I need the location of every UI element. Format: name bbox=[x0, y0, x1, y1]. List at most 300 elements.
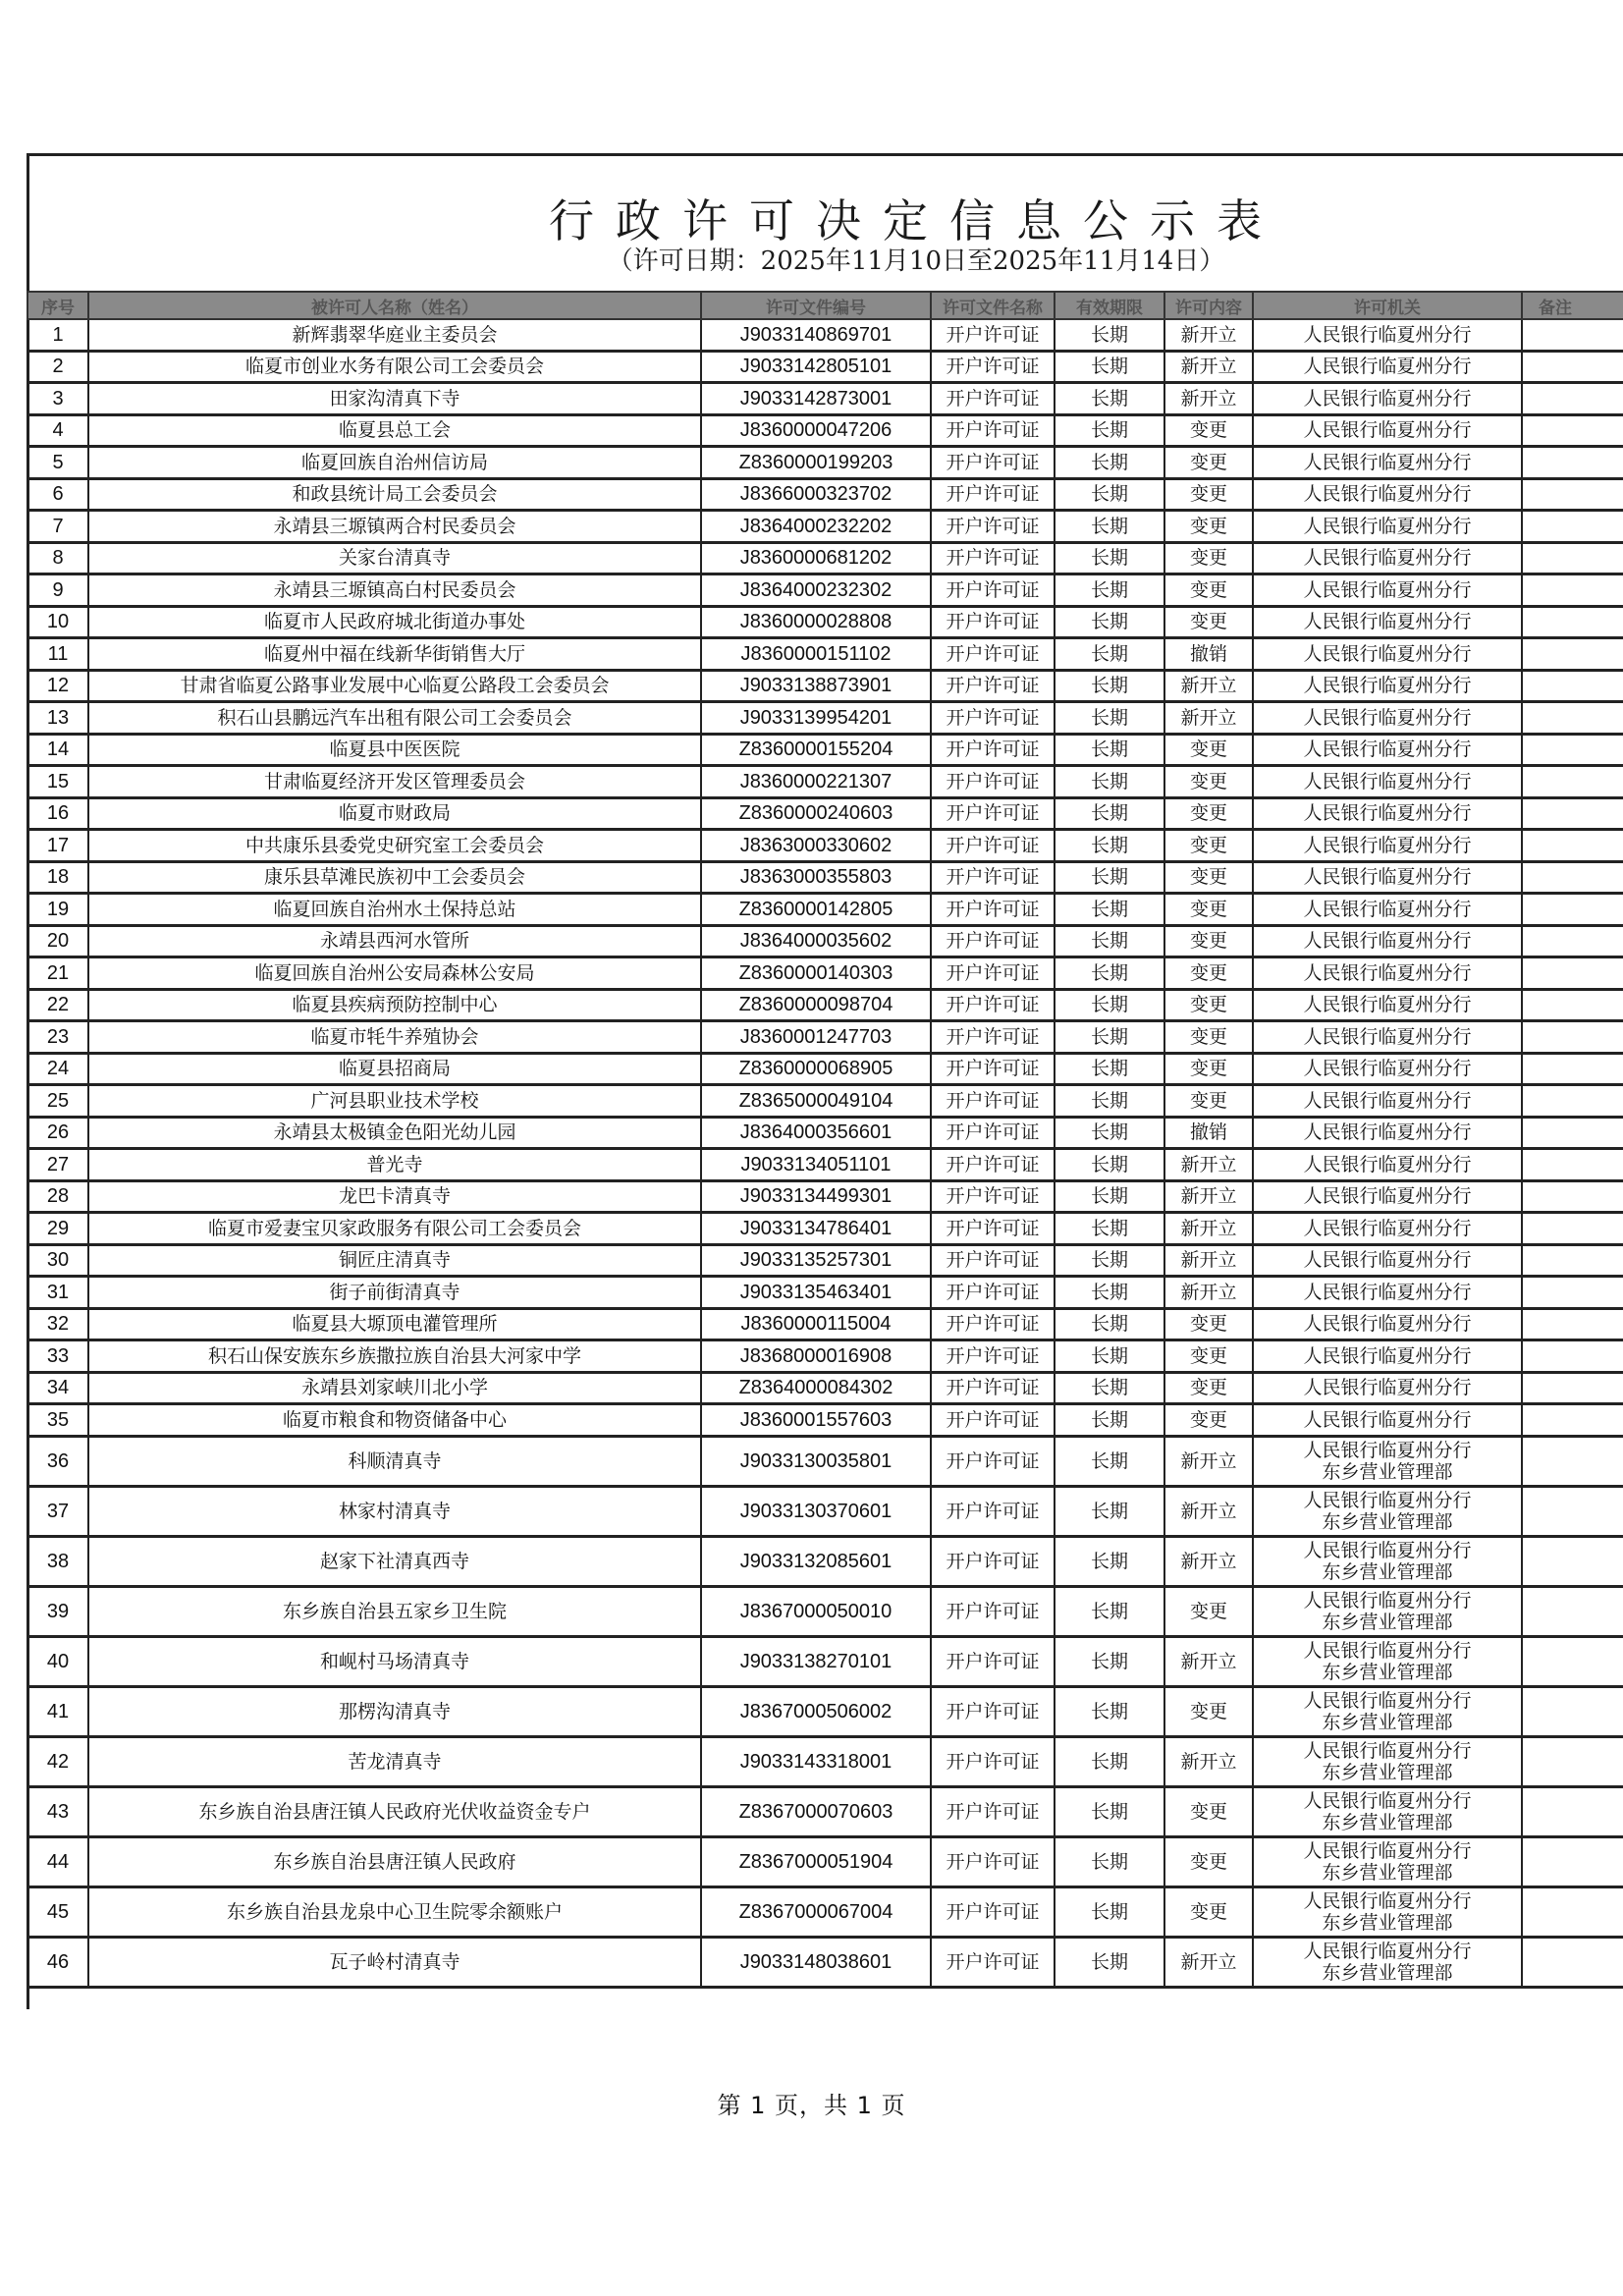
cell-term: 长期 bbox=[1055, 830, 1164, 862]
table-row bbox=[27, 989, 1623, 1021]
authority-line: 人民银行临夏州分行 bbox=[1303, 1689, 1472, 1712]
cell-term: 长期 bbox=[1055, 1277, 1164, 1309]
cell-doc: 开户许可证 bbox=[931, 797, 1055, 830]
cell-code: Z8360000068905 bbox=[701, 1053, 931, 1085]
cell-term: 长期 bbox=[1055, 1636, 1164, 1686]
cell-no: 43 bbox=[27, 1786, 88, 1836]
cell-doc: 开户许可证 bbox=[931, 957, 1055, 990]
cell-doc: 开户许可证 bbox=[931, 1308, 1055, 1340]
cell-content: 变更 bbox=[1164, 1686, 1253, 1736]
cell-doc: 开户许可证 bbox=[931, 351, 1055, 383]
cell-term: 长期 bbox=[1055, 1536, 1164, 1586]
cell-content: 新开立 bbox=[1164, 1213, 1253, 1245]
cell-no: 8 bbox=[27, 542, 88, 574]
cell-name: 普光寺 bbox=[88, 1149, 701, 1181]
cell-code: J9033130035801 bbox=[701, 1436, 931, 1486]
cell-term: 长期 bbox=[1055, 894, 1164, 926]
cell-authority bbox=[1253, 1786, 1522, 1836]
cell-code: J9033148038601 bbox=[701, 1937, 931, 1987]
cell-authority bbox=[1253, 606, 1522, 638]
cell-code: J8360000115004 bbox=[701, 1308, 931, 1340]
cell-no: 4 bbox=[27, 414, 88, 447]
authority-line: 人民银行临夏州分行 bbox=[1303, 419, 1472, 442]
cell-authority bbox=[1253, 447, 1522, 479]
cell-content: 新开立 bbox=[1164, 1277, 1253, 1309]
cell-name: 临夏县疾病预防控制中心 bbox=[88, 989, 701, 1021]
authority-line: 人民银行临夏州分行 bbox=[1303, 1589, 1472, 1612]
authority-subline: 东乡营业管理部 bbox=[1322, 1811, 1453, 1833]
cell-name: 铜匠庄清真寺 bbox=[88, 1244, 701, 1277]
table-row bbox=[27, 797, 1623, 830]
cell-content: 变更 bbox=[1164, 447, 1253, 479]
authority-line: 人民银行临夏州分行 bbox=[1303, 642, 1472, 665]
cell-authority bbox=[1253, 830, 1522, 862]
cell-content: 变更 bbox=[1164, 1340, 1253, 1373]
cell-name: 和政县统计局工会委员会 bbox=[88, 478, 701, 511]
cell-name: 积石山县鹏远汽车出租有限公司工会委员会 bbox=[88, 702, 701, 735]
cell-code: J8367000050010 bbox=[701, 1586, 931, 1636]
cell-term: 长期 bbox=[1055, 1244, 1164, 1277]
cell-content: 新开立 bbox=[1164, 1436, 1253, 1486]
cell-remark bbox=[1522, 1686, 1623, 1736]
authority-line: 人民银行临夏州分行 bbox=[1303, 1344, 1472, 1367]
cell-name: 东乡族自治县唐汪镇人民政府光伏收益资金专户 bbox=[88, 1786, 701, 1836]
cell-content: 新开立 bbox=[1164, 1736, 1253, 1786]
authority-line: 人民银行临夏州分行 bbox=[1303, 355, 1472, 378]
table-row bbox=[27, 351, 1623, 383]
cell-authority bbox=[1253, 1085, 1522, 1118]
cell-doc: 开户许可证 bbox=[931, 1886, 1055, 1937]
authority-line: 人民银行临夏州分行 bbox=[1303, 1313, 1472, 1336]
cell-term: 长期 bbox=[1055, 1053, 1164, 1085]
table-row bbox=[27, 861, 1623, 894]
authority-line: 人民银行临夏州分行 bbox=[1303, 1639, 1472, 1662]
table-row bbox=[27, 574, 1623, 607]
cell-authority bbox=[1253, 1536, 1522, 1586]
cell-doc: 开户许可证 bbox=[931, 734, 1055, 766]
authority-line: 人民银行临夏州分行 bbox=[1303, 1185, 1472, 1208]
table-row bbox=[27, 1340, 1623, 1373]
cell-term: 长期 bbox=[1055, 1180, 1164, 1213]
cell-doc: 开户许可证 bbox=[931, 1786, 1055, 1836]
cell-term: 长期 bbox=[1055, 1308, 1164, 1340]
cell-term: 长期 bbox=[1055, 702, 1164, 735]
cell-no: 14 bbox=[27, 734, 88, 766]
table-row bbox=[27, 1213, 1623, 1245]
authority-line: 人民银行临夏州分行 bbox=[1303, 578, 1472, 601]
cell-authority bbox=[1253, 542, 1522, 574]
table-row bbox=[27, 1308, 1623, 1340]
cell-term: 长期 bbox=[1055, 989, 1164, 1021]
authority-line: 人民银行临夏州分行 bbox=[1303, 1889, 1472, 1912]
table-row bbox=[27, 1372, 1623, 1404]
cell-remark bbox=[1522, 1736, 1623, 1786]
cell-authority bbox=[1253, 1340, 1522, 1373]
authority-line: 人民银行临夏州分行 bbox=[1303, 1408, 1472, 1431]
cell-term: 长期 bbox=[1055, 1786, 1164, 1836]
cell-remark bbox=[1522, 1536, 1623, 1586]
cell-no: 44 bbox=[27, 1836, 88, 1886]
authority-line: 人民银行临夏州分行 bbox=[1303, 323, 1472, 346]
cell-authority bbox=[1253, 957, 1522, 990]
cell-authority bbox=[1253, 1886, 1522, 1937]
cell-doc: 开户许可证 bbox=[931, 1486, 1055, 1536]
cell-remark bbox=[1522, 1085, 1623, 1118]
table-row bbox=[27, 542, 1623, 574]
cell-authority bbox=[1253, 1149, 1522, 1181]
cell-no: 13 bbox=[27, 702, 88, 735]
cell-term: 长期 bbox=[1055, 670, 1164, 702]
cell-name: 街子前街清真寺 bbox=[88, 1277, 701, 1309]
cell-name: 新辉翡翠华庭业主委员会 bbox=[88, 319, 701, 351]
table-row bbox=[27, 1021, 1623, 1054]
cell-doc: 开户许可证 bbox=[931, 1213, 1055, 1245]
cell-name: 龙巴卡清真寺 bbox=[88, 1180, 701, 1213]
table-row bbox=[27, 1404, 1623, 1437]
cell-name: 临夏市爱妻宝贝家政服务有限公司工会委员会 bbox=[88, 1213, 701, 1245]
table-row bbox=[27, 447, 1623, 479]
cell-term: 长期 bbox=[1055, 1372, 1164, 1404]
authority-line: 人民银行临夏州分行 bbox=[1303, 802, 1472, 825]
cell-no: 10 bbox=[27, 606, 88, 638]
cell-no: 18 bbox=[27, 861, 88, 894]
cell-name: 林家村清真寺 bbox=[88, 1486, 701, 1536]
table-row bbox=[27, 1277, 1623, 1309]
table-row bbox=[27, 383, 1623, 415]
cell-no: 34 bbox=[27, 1372, 88, 1404]
authority-line: 人民银行临夏州分行 bbox=[1303, 930, 1472, 953]
cell-doc: 开户许可证 bbox=[931, 1836, 1055, 1886]
page-title: 行政许可决定信息公示表 bbox=[549, 194, 1283, 247]
cell-term: 长期 bbox=[1055, 766, 1164, 798]
cell-doc: 开户许可证 bbox=[931, 606, 1055, 638]
cell-authority bbox=[1253, 1686, 1522, 1736]
cell-content: 撤销 bbox=[1164, 1117, 1253, 1149]
cell-doc: 开户许可证 bbox=[931, 1404, 1055, 1437]
cell-remark bbox=[1522, 670, 1623, 702]
cell-remark bbox=[1522, 351, 1623, 383]
cell-name: 永靖县三塬镇两合村民委员会 bbox=[88, 511, 701, 543]
authority-subline: 东乡营业管理部 bbox=[1322, 1961, 1453, 1984]
cell-name: 临夏市人民政府城北街道办事处 bbox=[88, 606, 701, 638]
cell-remark bbox=[1522, 447, 1623, 479]
authority-subline: 东乡营业管理部 bbox=[1322, 1560, 1453, 1583]
cell-content: 变更 bbox=[1164, 1886, 1253, 1937]
cell-content: 变更 bbox=[1164, 1586, 1253, 1636]
table-row bbox=[27, 1686, 1623, 1736]
table-row bbox=[27, 957, 1623, 990]
cell-name: 临夏回族自治州信访局 bbox=[88, 447, 701, 479]
table-row bbox=[27, 1436, 1623, 1486]
table-row bbox=[27, 414, 1623, 447]
cell-no: 33 bbox=[27, 1340, 88, 1373]
cell-content: 变更 bbox=[1164, 1085, 1253, 1118]
cell-remark bbox=[1522, 830, 1623, 862]
cell-code: J8360000681202 bbox=[701, 542, 931, 574]
cell-name: 赵家下社清真西寺 bbox=[88, 1536, 701, 1586]
cell-remark bbox=[1522, 1786, 1623, 1836]
cell-no: 9 bbox=[27, 574, 88, 607]
cell-remark bbox=[1522, 766, 1623, 798]
cell-no: 15 bbox=[27, 766, 88, 798]
cell-content: 变更 bbox=[1164, 989, 1253, 1021]
cell-doc: 开户许可证 bbox=[931, 1021, 1055, 1054]
cell-code: J8364000232202 bbox=[701, 511, 931, 543]
table-row bbox=[27, 1180, 1623, 1213]
cell-name: 康乐县草滩民族初中工会委员会 bbox=[88, 861, 701, 894]
authority-line: 人民银行临夏州分行 bbox=[1303, 1217, 1472, 1239]
cell-name: 积石山保安族东乡族撒拉族自治县大河家中学 bbox=[88, 1340, 701, 1373]
cell-term: 长期 bbox=[1055, 1736, 1164, 1786]
cell-authority bbox=[1253, 1117, 1522, 1149]
authority-line: 人民银行临夏州分行 bbox=[1303, 483, 1472, 506]
cell-doc: 开户许可证 bbox=[931, 670, 1055, 702]
cell-authority bbox=[1253, 638, 1522, 671]
cell-term: 长期 bbox=[1055, 383, 1164, 415]
authority-subline: 东乡营业管理部 bbox=[1322, 1611, 1453, 1633]
authority-line: 人民银行临夏州分行 bbox=[1303, 1739, 1472, 1762]
cell-code: Z8367000067004 bbox=[701, 1886, 931, 1937]
cell-no: 1 bbox=[27, 319, 88, 351]
cell-content: 变更 bbox=[1164, 606, 1253, 638]
cell-remark bbox=[1522, 1021, 1623, 1054]
cell-code: J9033134786401 bbox=[701, 1213, 931, 1245]
page-subtitle: （许可日期：2025年11月10日至2025年11月14日） bbox=[607, 246, 1225, 276]
cell-content: 新开立 bbox=[1164, 319, 1253, 351]
cell-term: 长期 bbox=[1055, 1213, 1164, 1245]
cell-code: J8363000355803 bbox=[701, 861, 931, 894]
cell-content: 新开立 bbox=[1164, 1244, 1253, 1277]
authority-line: 人民银行临夏州分行 bbox=[1303, 961, 1472, 984]
authority-line: 人民银行临夏州分行 bbox=[1303, 1121, 1472, 1144]
cell-term: 长期 bbox=[1055, 1404, 1164, 1437]
cell-remark bbox=[1522, 1372, 1623, 1404]
header-content: 许可内容 bbox=[1164, 292, 1253, 319]
cell-name: 临夏市粮食和物资储备中心 bbox=[88, 1404, 701, 1437]
cell-doc: 开户许可证 bbox=[931, 1536, 1055, 1586]
cell-doc: 开户许可证 bbox=[931, 1736, 1055, 1786]
cell-content: 变更 bbox=[1164, 574, 1253, 607]
cell-code: Z8367000070603 bbox=[701, 1786, 931, 1836]
cell-remark bbox=[1522, 1836, 1623, 1886]
cell-authority bbox=[1253, 1736, 1522, 1786]
cell-term: 长期 bbox=[1055, 574, 1164, 607]
cell-doc: 开户许可证 bbox=[931, 511, 1055, 543]
table-header-row bbox=[27, 292, 1623, 319]
cell-no: 30 bbox=[27, 1244, 88, 1277]
cell-code: J8360001557603 bbox=[701, 1404, 931, 1437]
cell-name: 临夏回族自治州水土保持总站 bbox=[88, 894, 701, 926]
cell-doc: 开户许可证 bbox=[931, 1277, 1055, 1309]
cell-authority bbox=[1253, 1053, 1522, 1085]
authority-line: 人民银行临夏州分行 bbox=[1303, 675, 1472, 697]
cell-code: Z8360000140303 bbox=[701, 957, 931, 990]
authority-subline: 东乡营业管理部 bbox=[1322, 1911, 1453, 1934]
cell-name: 东乡族自治县五家乡卫生院 bbox=[88, 1586, 701, 1636]
header-code: 许可文件编号 bbox=[701, 292, 931, 319]
cell-doc: 开户许可证 bbox=[931, 1686, 1055, 1736]
cell-content: 新开立 bbox=[1164, 1536, 1253, 1586]
table-row bbox=[27, 511, 1623, 543]
cell-name: 临夏市牦牛养殖协会 bbox=[88, 1021, 701, 1054]
cell-remark bbox=[1522, 1149, 1623, 1181]
cell-no: 35 bbox=[27, 1404, 88, 1437]
cell-content: 变更 bbox=[1164, 861, 1253, 894]
authority-line: 人民银行临夏州分行 bbox=[1303, 1489, 1472, 1511]
cell-doc: 开户许可证 bbox=[931, 861, 1055, 894]
cell-content: 新开立 bbox=[1164, 1486, 1253, 1536]
cell-remark bbox=[1522, 1244, 1623, 1277]
cell-code: J8368000016908 bbox=[701, 1340, 931, 1373]
cell-authority bbox=[1253, 1308, 1522, 1340]
cell-name: 瓦子岭村清真寺 bbox=[88, 1937, 701, 1987]
cell-no: 11 bbox=[27, 638, 88, 671]
table-row bbox=[27, 1586, 1623, 1636]
cell-authority bbox=[1253, 894, 1522, 926]
table-row bbox=[27, 894, 1623, 926]
cell-code: J8360000221307 bbox=[701, 766, 931, 798]
table-row bbox=[27, 670, 1623, 702]
cell-code: J9033142805101 bbox=[701, 351, 931, 383]
cell-remark bbox=[1522, 957, 1623, 990]
cell-authority bbox=[1253, 702, 1522, 735]
cell-remark bbox=[1522, 925, 1623, 957]
cell-name: 永靖县刘家峡川北小学 bbox=[88, 1372, 701, 1404]
cell-doc: 开户许可证 bbox=[931, 830, 1055, 862]
cell-name: 田家沟清真下寺 bbox=[88, 383, 701, 415]
cell-term: 长期 bbox=[1055, 478, 1164, 511]
cell-remark bbox=[1522, 797, 1623, 830]
cell-name: 苦龙清真寺 bbox=[88, 1736, 701, 1786]
authority-line: 人民银行临夏州分行 bbox=[1303, 1940, 1472, 1962]
cell-no: 25 bbox=[27, 1085, 88, 1118]
cell-code: J9033139954201 bbox=[701, 702, 931, 735]
cell-content: 撤销 bbox=[1164, 638, 1253, 671]
authority-line: 人民银行临夏州分行 bbox=[1303, 738, 1472, 761]
cell-content: 变更 bbox=[1164, 797, 1253, 830]
authority-line: 人民银行临夏州分行 bbox=[1303, 1439, 1472, 1461]
cell-name: 和岘村马场清真寺 bbox=[88, 1636, 701, 1686]
cell-no: 39 bbox=[27, 1586, 88, 1636]
authority-line: 人民银行临夏州分行 bbox=[1303, 611, 1472, 633]
authority-line: 人民银行临夏州分行 bbox=[1303, 1153, 1472, 1175]
authority-line: 人民银行临夏州分行 bbox=[1303, 451, 1472, 473]
cell-content: 变更 bbox=[1164, 1786, 1253, 1836]
cell-authority bbox=[1253, 734, 1522, 766]
cell-no: 46 bbox=[27, 1937, 88, 1987]
cell-remark bbox=[1522, 478, 1623, 511]
cell-code: J8363000330602 bbox=[701, 830, 931, 862]
cell-content: 变更 bbox=[1164, 1404, 1253, 1437]
cell-name: 临夏市创业水务有限公司工会委员会 bbox=[88, 351, 701, 383]
table-row bbox=[27, 638, 1623, 671]
cell-term: 长期 bbox=[1055, 1486, 1164, 1536]
cell-term: 长期 bbox=[1055, 1149, 1164, 1181]
authority-line: 人民银行临夏州分行 bbox=[1303, 1839, 1472, 1862]
cell-content: 变更 bbox=[1164, 1053, 1253, 1085]
table-row bbox=[27, 734, 1623, 766]
authority-line: 人民银行临夏州分行 bbox=[1303, 1789, 1472, 1812]
table-row bbox=[27, 702, 1623, 735]
cell-code: Z8365000049104 bbox=[701, 1085, 931, 1118]
cell-name: 临夏市财政局 bbox=[88, 797, 701, 830]
cell-code: J9033143318001 bbox=[701, 1736, 931, 1786]
cell-name: 临夏县大塬顶电灌管理所 bbox=[88, 1308, 701, 1340]
cell-doc: 开户许可证 bbox=[931, 1149, 1055, 1181]
cell-remark bbox=[1522, 734, 1623, 766]
cell-no: 42 bbox=[27, 1736, 88, 1786]
cell-no: 17 bbox=[27, 830, 88, 862]
cell-code: Z8360000199203 bbox=[701, 447, 931, 479]
cell-content: 新开立 bbox=[1164, 670, 1253, 702]
cell-no: 40 bbox=[27, 1636, 88, 1686]
cell-no: 32 bbox=[27, 1308, 88, 1340]
cell-term: 长期 bbox=[1055, 861, 1164, 894]
cell-doc: 开户许可证 bbox=[931, 702, 1055, 735]
cell-authority bbox=[1253, 383, 1522, 415]
cell-no: 29 bbox=[27, 1213, 88, 1245]
cell-no: 24 bbox=[27, 1053, 88, 1085]
cell-authority bbox=[1253, 1937, 1522, 1987]
cell-no: 3 bbox=[27, 383, 88, 415]
cell-authority bbox=[1253, 1486, 1522, 1536]
table-row bbox=[27, 1836, 1623, 1886]
cell-authority bbox=[1253, 925, 1522, 957]
cell-term: 长期 bbox=[1055, 319, 1164, 351]
cell-code: J8364000232302 bbox=[701, 574, 931, 607]
cell-name: 甘肃临夏经济开发区管理委员会 bbox=[88, 766, 701, 798]
authority-subline: 东乡营业管理部 bbox=[1322, 1761, 1453, 1783]
cell-code: Z8360000098704 bbox=[701, 989, 931, 1021]
cell-doc: 开户许可证 bbox=[931, 1586, 1055, 1636]
header-term: 有效期限 bbox=[1055, 292, 1164, 319]
cell-doc: 开户许可证 bbox=[931, 1244, 1055, 1277]
cell-name: 临夏州中福在线新华街销售大厅 bbox=[88, 638, 701, 671]
cell-remark bbox=[1522, 894, 1623, 926]
table-row bbox=[27, 1786, 1623, 1836]
cell-no: 31 bbox=[27, 1277, 88, 1309]
cell-remark bbox=[1522, 1180, 1623, 1213]
cell-remark bbox=[1522, 1404, 1623, 1437]
authority-line: 人民银行临夏州分行 bbox=[1303, 1249, 1472, 1272]
authority-line: 人民银行临夏州分行 bbox=[1303, 770, 1472, 793]
cell-term: 长期 bbox=[1055, 1117, 1164, 1149]
cell-doc: 开户许可证 bbox=[931, 478, 1055, 511]
cell-remark bbox=[1522, 319, 1623, 351]
cell-authority bbox=[1253, 351, 1522, 383]
cell-doc: 开户许可证 bbox=[931, 766, 1055, 798]
cell-remark bbox=[1522, 1886, 1623, 1937]
cell-authority bbox=[1253, 1836, 1522, 1886]
cell-doc: 开户许可证 bbox=[931, 1085, 1055, 1118]
cell-code: Z8367000051904 bbox=[701, 1836, 931, 1886]
table-row bbox=[27, 1053, 1623, 1085]
cell-code: J9033130370601 bbox=[701, 1486, 931, 1536]
cell-content: 变更 bbox=[1164, 734, 1253, 766]
cell-doc: 开户许可证 bbox=[931, 574, 1055, 607]
cell-content: 变更 bbox=[1164, 957, 1253, 990]
authority-subline: 东乡营业管理部 bbox=[1322, 1661, 1453, 1683]
cell-remark bbox=[1522, 1486, 1623, 1536]
cell-remark bbox=[1522, 1053, 1623, 1085]
cell-name: 永靖县太极镇金色阳光幼儿园 bbox=[88, 1117, 701, 1149]
cell-code: Z8360000155204 bbox=[701, 734, 931, 766]
cell-authority bbox=[1253, 1244, 1522, 1277]
cell-remark bbox=[1522, 383, 1623, 415]
table-row bbox=[27, 766, 1623, 798]
cell-name: 中共康乐县委党史研究室工会委员会 bbox=[88, 830, 701, 862]
cell-term: 长期 bbox=[1055, 1686, 1164, 1736]
